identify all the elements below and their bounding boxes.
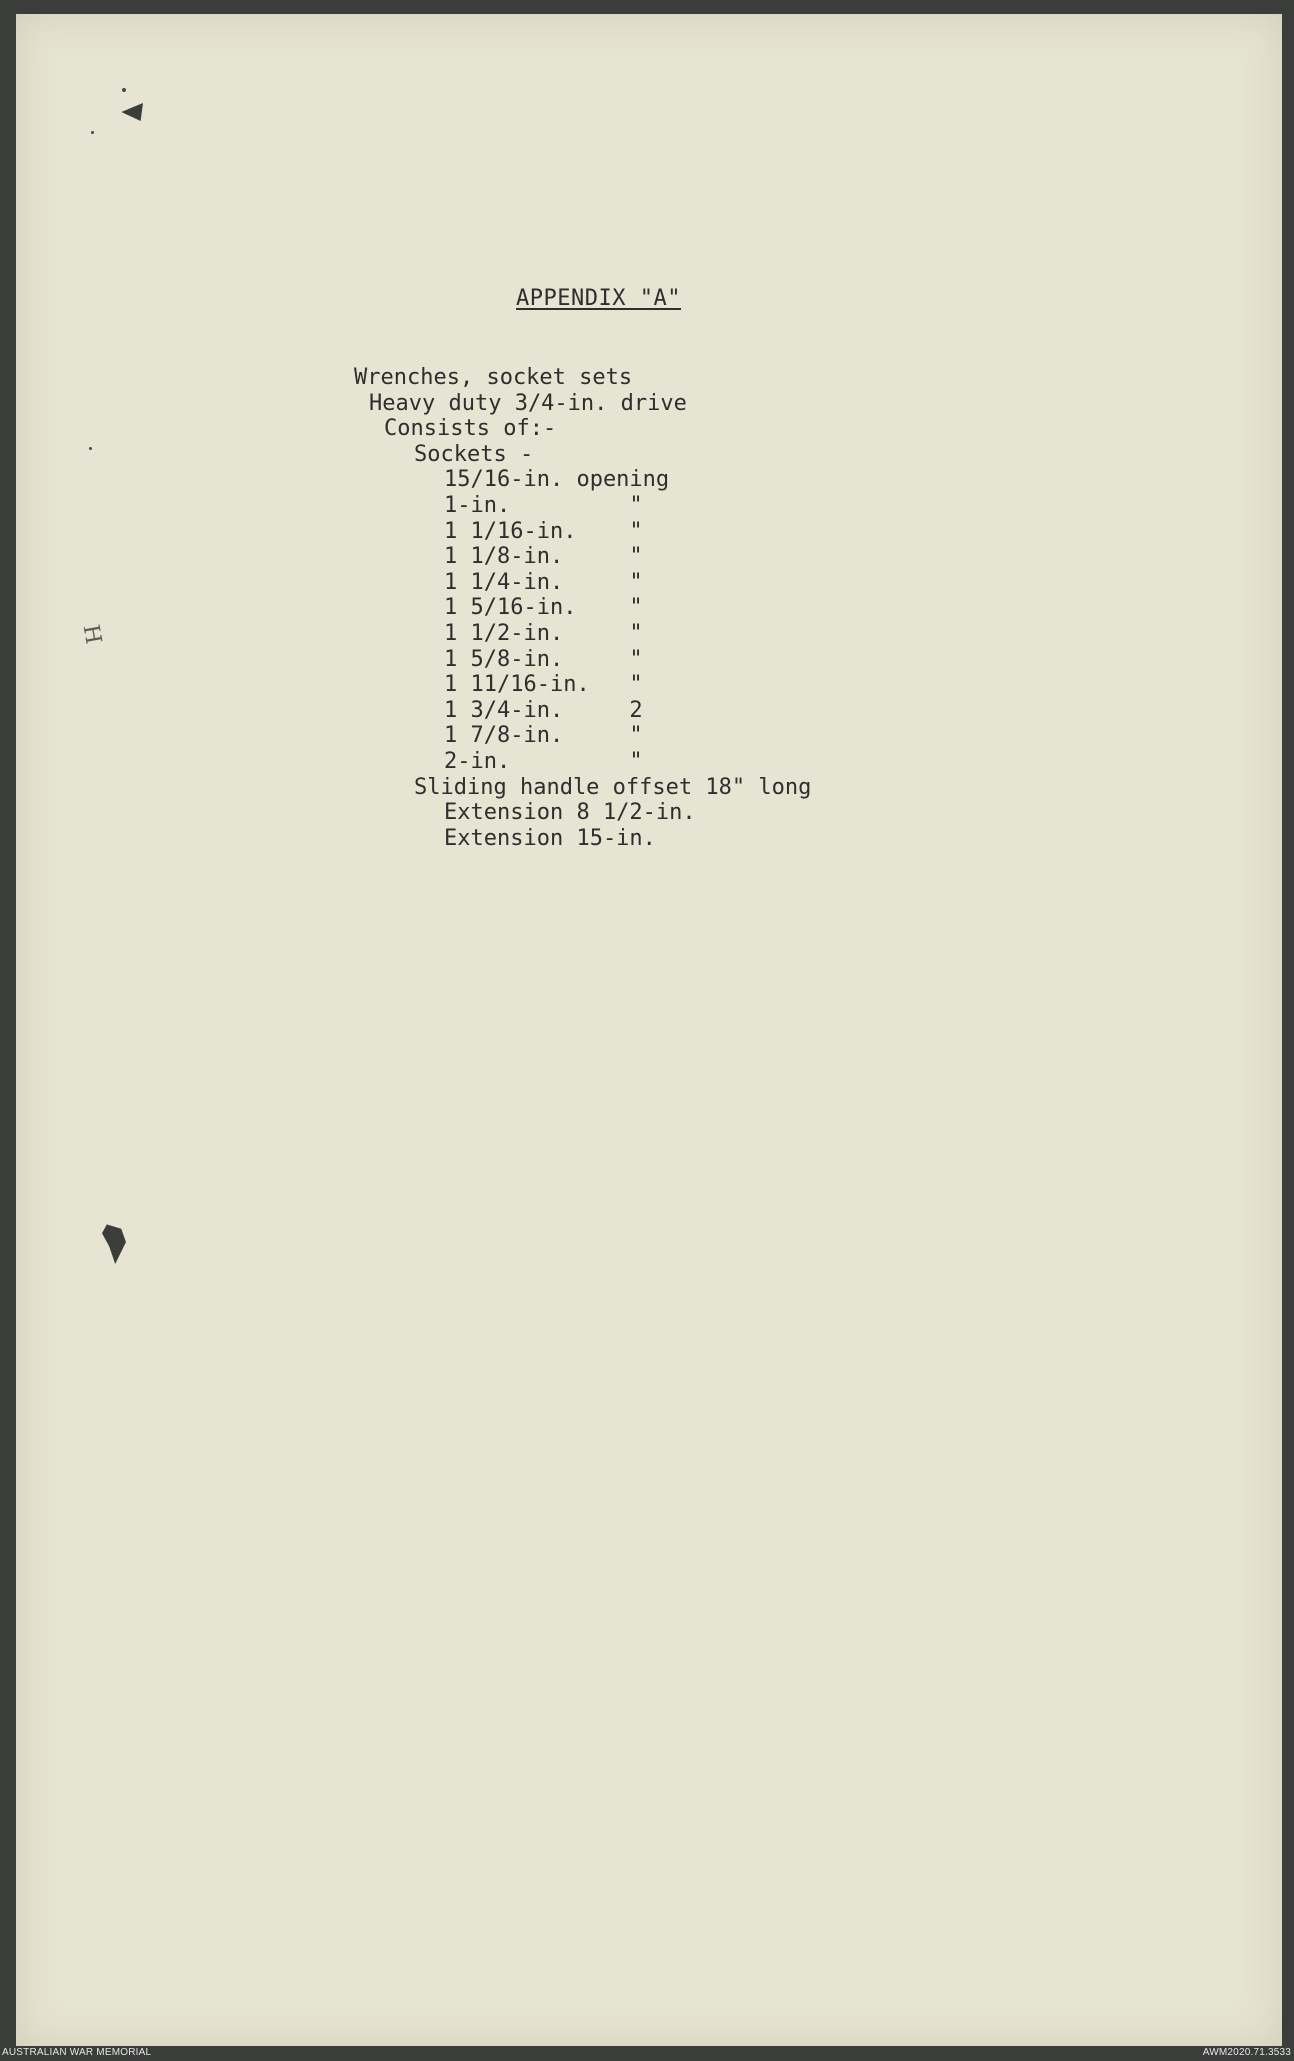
footer-accession-number: AWM2020.71.3533 xyxy=(1202,2047,1291,2058)
list-line: Sockets - xyxy=(414,441,534,467)
list-line: 1 5/8-in. " xyxy=(444,646,643,672)
paper-speck xyxy=(89,447,92,450)
list-line: Consists of:- xyxy=(384,416,557,442)
list-line: 1-in. " xyxy=(444,493,643,518)
list-line: Extension 8 1/2-in. xyxy=(444,800,696,826)
list-line: Extension 15-in. xyxy=(444,825,656,851)
paper-speck xyxy=(122,88,126,92)
list-line: 15/16-in. opening xyxy=(444,467,670,493)
page-title: APPENDIX "A" xyxy=(516,286,681,311)
list-line: 1 1/16-in. " xyxy=(444,518,643,544)
list-line: 1 7/8-in. " xyxy=(444,723,643,749)
list-line: 1 1/2-in. " xyxy=(444,621,643,646)
margin-pencil-mark: H xyxy=(77,622,106,647)
list-line: Sliding handle offset 18" long xyxy=(414,774,812,800)
list-line: 2-in. " xyxy=(444,749,643,774)
list-line: 1 5/16-in. " xyxy=(444,595,643,621)
footer-institution: AUSTRALIAN WAR MEMORIAL xyxy=(2,2047,152,2058)
list-line: Wrenches, socket sets xyxy=(354,365,633,390)
list-line: Heavy duty 3/4-in. drive xyxy=(369,390,687,416)
document-page xyxy=(16,14,1282,2046)
list-line: 1 1/8-in. " xyxy=(444,544,643,570)
paper-speck xyxy=(91,131,94,134)
list-line: 1 11/16-in. " xyxy=(444,672,643,698)
list-line: 1 3/4-in. 2 xyxy=(444,697,643,723)
list-line: 1 1/4-in. " xyxy=(444,569,643,595)
